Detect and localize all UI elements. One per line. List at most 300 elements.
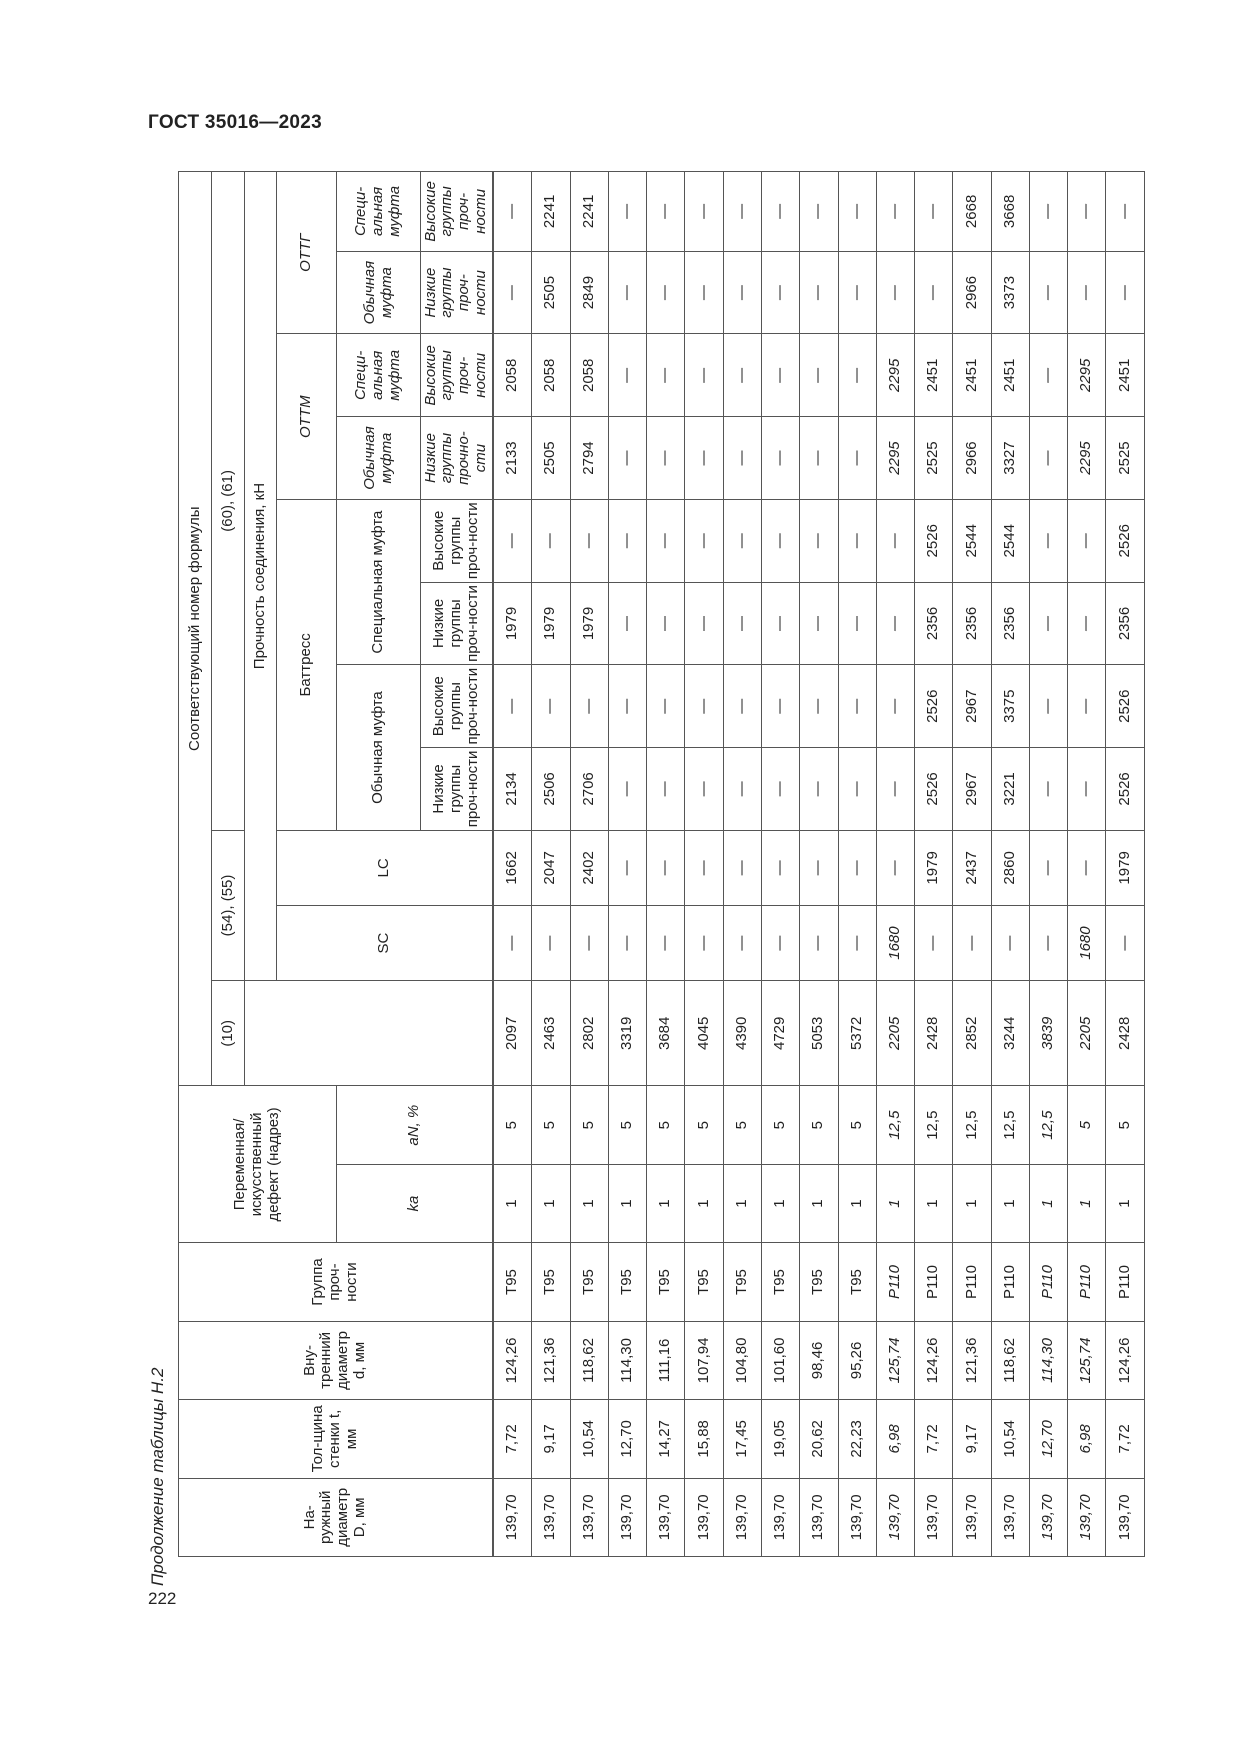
table-cell: — (493, 499, 532, 582)
table-cell: 3327 (991, 417, 1029, 500)
table-cell: 14,27 (647, 1400, 685, 1478)
header-buttress-regular: Обычная муфта (337, 665, 421, 830)
table-cell: 5 (838, 1086, 876, 1164)
table-cell: — (1029, 748, 1067, 831)
table-cell: 10,54 (570, 1400, 608, 1478)
table-cell: 139,70 (1068, 1478, 1106, 1556)
header-defect: Переменная/искусственный дефект (надрез) (179, 1086, 337, 1243)
table-cell: 139,70 (876, 1478, 914, 1556)
table-cell: 12,5 (1029, 1086, 1067, 1164)
table-cell: — (493, 905, 532, 980)
table-cell: 124,26 (1106, 1321, 1145, 1399)
table-cell: — (570, 499, 608, 582)
table-cell: P110 (1106, 1243, 1145, 1321)
table-cell: 3668 (991, 172, 1029, 252)
table-cell: P110 (1068, 1243, 1106, 1321)
table-row (493, 172, 532, 1557)
table-row (800, 172, 838, 1557)
table-cell: — (685, 172, 723, 252)
table-cell: — (761, 172, 799, 252)
table-cell: — (1106, 251, 1145, 334)
table-cell: 3373 (991, 251, 1029, 334)
table-cell: 2437 (953, 830, 991, 905)
table-cell: — (723, 905, 761, 980)
page-number: 222 (148, 1589, 177, 1608)
table-cell: — (876, 251, 914, 334)
table-cell: — (1068, 582, 1106, 665)
table-cell: — (761, 665, 799, 748)
table-cell: 111,16 (647, 1321, 685, 1399)
table-cell: 1979 (532, 582, 570, 665)
header-ottm-special: Специ-альная муфта (337, 334, 421, 417)
header-buttress-special-low: Низкие группы проч-ности (421, 582, 493, 665)
header-formula-54-55: (54), (55) (212, 830, 245, 980)
table-cell: — (800, 334, 838, 417)
table-cell: T95 (685, 1243, 723, 1321)
table-cell: T95 (838, 1243, 876, 1321)
table-cell: 2295 (876, 334, 914, 417)
table-cell: 2058 (532, 334, 570, 417)
table-cell: — (532, 665, 570, 748)
table-cell: — (608, 582, 646, 665)
table-cell: — (647, 251, 685, 334)
table-cell: — (723, 251, 761, 334)
header-buttress-special: Специальная муфта (337, 499, 421, 664)
table-cell: — (1029, 665, 1067, 748)
table-cell: — (647, 830, 685, 905)
table-cell: 5 (800, 1086, 838, 1164)
table-cell: — (876, 499, 914, 582)
table-cell: — (800, 251, 838, 334)
table-cell: 118,62 (570, 1321, 608, 1399)
table-cell: — (532, 499, 570, 582)
header-wall-thickness: Тол-щина стенки t, мм (179, 1400, 493, 1478)
table-cell: 5 (608, 1086, 646, 1164)
table-cell: 12,5 (915, 1086, 953, 1164)
table-cell: — (723, 748, 761, 831)
table-cell: 121,36 (532, 1321, 570, 1399)
table-cell: 2295 (876, 417, 914, 500)
table-cell: 125,74 (876, 1321, 914, 1399)
table-cell: — (647, 334, 685, 417)
table-cell: — (1106, 172, 1145, 252)
table-cell: — (723, 417, 761, 500)
table-cell: — (876, 748, 914, 831)
table-cell: 1 (570, 1164, 608, 1242)
table-cell: 2205 (1068, 981, 1106, 1086)
table-cell: 6,98 (1068, 1400, 1106, 1478)
table-cell: — (991, 905, 1029, 980)
table-cell: 3839 (1029, 981, 1067, 1086)
table-cell: T95 (608, 1243, 646, 1321)
table-cell: 2205 (876, 981, 914, 1086)
table-cell: 2544 (953, 499, 991, 582)
table-row (876, 172, 914, 1557)
table-cell: 2133 (493, 417, 532, 500)
table-cell: 3319 (608, 981, 646, 1086)
table-cell: 139,70 (685, 1478, 723, 1556)
table-cell: 2505 (532, 251, 570, 334)
table-cell: 1680 (876, 905, 914, 980)
table-cell: — (647, 172, 685, 252)
table-cell: T95 (723, 1243, 761, 1321)
table-cell: 114,30 (608, 1321, 646, 1399)
table-cell: — (647, 417, 685, 500)
table-cell: 1 (800, 1164, 838, 1242)
table-cell: 4729 (761, 981, 799, 1086)
table-cell: — (800, 748, 838, 831)
table-cell: 121,36 (953, 1321, 991, 1399)
table-cell: 2356 (991, 582, 1029, 665)
table-cell: 7,72 (493, 1400, 532, 1478)
table-cell: — (723, 582, 761, 665)
table-cell: — (608, 905, 646, 980)
table-cell: 2505 (532, 417, 570, 500)
document-title: ГОСТ 35016—2023 (148, 112, 323, 133)
header-inner-diameter: Вну-тренний диаметр d, мм (179, 1321, 493, 1399)
table-cell: 5 (1068, 1086, 1106, 1164)
table-cell: 5 (685, 1086, 723, 1164)
table-cell: 17,45 (723, 1400, 761, 1478)
header-ka: ka (337, 1164, 493, 1242)
table-cell: 2706 (570, 748, 608, 831)
table-cell: — (761, 417, 799, 500)
table-cell: 2451 (991, 334, 1029, 417)
table-cell: 20,62 (800, 1400, 838, 1478)
table-cell: 5 (647, 1086, 685, 1164)
table-cell: 139,70 (1029, 1478, 1067, 1556)
strength-table (178, 171, 1145, 1557)
table-cell: 2526 (1106, 665, 1145, 748)
table-cell: — (876, 830, 914, 905)
table-cell: 1662 (493, 830, 532, 905)
table-cell: — (1068, 748, 1106, 831)
table-cell: 5 (493, 1086, 532, 1164)
table-cell: — (647, 748, 685, 831)
table-cell: — (800, 499, 838, 582)
table-row (761, 172, 799, 1557)
table-cell: — (761, 905, 799, 980)
table-cell: T95 (761, 1243, 799, 1321)
table-cell: — (723, 830, 761, 905)
table-cell: 2241 (570, 172, 608, 252)
table-cell: — (838, 665, 876, 748)
table-cell: — (685, 582, 723, 665)
table-cell: 124,26 (915, 1321, 953, 1399)
table-cell: — (1029, 499, 1067, 582)
table-cell: P110 (953, 1243, 991, 1321)
table-cell: 3244 (991, 981, 1029, 1086)
table-cell: — (915, 905, 953, 980)
table-cell: 2451 (915, 334, 953, 417)
table-cell: 139,70 (915, 1478, 953, 1556)
table-cell: — (1029, 251, 1067, 334)
table-cell: 107,94 (685, 1321, 723, 1399)
table-cell: 5 (570, 1086, 608, 1164)
table-cell: 2802 (570, 981, 608, 1086)
table-cell: 2295 (1068, 334, 1106, 417)
header-ottg: ОТТГ (277, 172, 337, 334)
table-cell: — (532, 905, 570, 980)
table-cell: 1 (723, 1164, 761, 1242)
table-cell: — (685, 830, 723, 905)
table-cell: 2852 (953, 981, 991, 1086)
table-cell: — (800, 830, 838, 905)
table-cell: 125,74 (1068, 1321, 1106, 1399)
table-cell: — (800, 665, 838, 748)
table-cell: — (838, 172, 876, 252)
table-cell: — (876, 582, 914, 665)
table-cell: 101,60 (761, 1321, 799, 1399)
table-cell: 2967 (953, 665, 991, 748)
table-cell: 3221 (991, 748, 1029, 831)
table-cell: — (608, 251, 646, 334)
table-cell: 6,98 (876, 1400, 914, 1478)
table-cell: 15,88 (685, 1400, 723, 1478)
table-cell: 1979 (493, 582, 532, 665)
table-cell: — (608, 334, 646, 417)
table-cell: — (647, 499, 685, 582)
table-cell: P110 (991, 1243, 1029, 1321)
table-cell: — (1029, 417, 1067, 500)
table-cell: — (608, 830, 646, 905)
table-cell: — (647, 905, 685, 980)
table-cell: — (1106, 905, 1145, 980)
table-cell: — (493, 172, 532, 252)
table-cell: 3684 (647, 981, 685, 1086)
table-row (1029, 172, 1067, 1557)
table-cell: 1 (1068, 1164, 1106, 1242)
table-row (1106, 172, 1145, 1557)
table-cell: 2544 (991, 499, 1029, 582)
table-cell: 139,70 (953, 1478, 991, 1556)
table-cell: 2794 (570, 417, 608, 500)
table-cell: 7,72 (1106, 1400, 1145, 1478)
table-cell: 4045 (685, 981, 723, 1086)
table-cell: — (685, 334, 723, 417)
table-cell: 2451 (953, 334, 991, 417)
table-cell: 2463 (532, 981, 570, 1086)
table-cell: T95 (800, 1243, 838, 1321)
table-row (685, 172, 723, 1557)
header-buttress-regular-low: Низкие группы проч-ности (421, 748, 493, 831)
table-cell: 139,70 (723, 1478, 761, 1556)
table-cell: 139,70 (570, 1478, 608, 1556)
table-cell: — (838, 582, 876, 665)
table-cell: — (685, 748, 723, 831)
table-cell: 139,70 (1106, 1478, 1145, 1556)
table-cell: 1 (838, 1164, 876, 1242)
table-cell: — (1029, 830, 1067, 905)
table-row (608, 172, 646, 1557)
table-cell: 1979 (915, 830, 953, 905)
table-row (915, 172, 953, 1557)
header-ottm-special-high: Высокие группы проч-ности (421, 334, 493, 417)
table-row (532, 172, 570, 1557)
table-cell: — (761, 334, 799, 417)
table-cell: 139,70 (647, 1478, 685, 1556)
table-cell: — (838, 417, 876, 500)
table-cell: — (1029, 172, 1067, 252)
table-cell: — (915, 251, 953, 334)
table-cell: — (723, 499, 761, 582)
table-cell: 2849 (570, 251, 608, 334)
table-cell: 10,54 (991, 1400, 1029, 1478)
table-cell: 2451 (1106, 334, 1145, 417)
table-cell: 1 (1106, 1164, 1145, 1242)
table-cell: — (761, 582, 799, 665)
table-cell: — (800, 582, 838, 665)
header-buttress-special-high: Высокие группы проч-ности (421, 499, 493, 582)
table-cell: — (838, 905, 876, 980)
table-cell: P110 (1029, 1243, 1067, 1321)
table-cell: 2526 (915, 748, 953, 831)
table-cell: — (800, 417, 838, 500)
table-cell: 139,70 (800, 1478, 838, 1556)
table-cell: 2506 (532, 748, 570, 831)
table-cell: 5372 (838, 981, 876, 1086)
header-buttress-regular-high: Высокие группы проч-ности (421, 665, 493, 748)
header-yield (245, 981, 493, 1086)
table-row (723, 172, 761, 1557)
table-cell: — (608, 665, 646, 748)
table-cell: 4390 (723, 981, 761, 1086)
table-cell: — (570, 665, 608, 748)
table-cell: 2241 (532, 172, 570, 252)
table-cell: — (1068, 499, 1106, 582)
table-cell: 2966 (953, 251, 991, 334)
table-cell: — (647, 582, 685, 665)
table-cell: — (838, 830, 876, 905)
table-cell: — (608, 748, 646, 831)
table-cell: T95 (647, 1243, 685, 1321)
header-ottm-regular-low: Низкие группы прочно-сти (421, 417, 493, 500)
table-cell: — (800, 905, 838, 980)
table-cell: 2356 (953, 582, 991, 665)
table-cell: 12,5 (953, 1086, 991, 1164)
table-cell: 3375 (991, 665, 1029, 748)
table-cell: 5 (723, 1086, 761, 1164)
table-cell: 114,30 (1029, 1321, 1067, 1399)
header-ottg-regular: Обычная муфта (337, 251, 421, 334)
table-cell: 2668 (953, 172, 991, 252)
table-cell: — (647, 665, 685, 748)
table-cell: — (915, 172, 953, 252)
table-container (178, 171, 1145, 1557)
table-cell: 5 (532, 1086, 570, 1164)
table-cell: — (608, 417, 646, 500)
table-cell: 1 (991, 1164, 1029, 1242)
table-cell: — (1029, 334, 1067, 417)
table-cell: — (1029, 905, 1067, 980)
table-cell: 139,70 (991, 1478, 1029, 1556)
table-body (493, 172, 1145, 1557)
table-cell: — (723, 665, 761, 748)
table-cell: — (953, 905, 991, 980)
table-cell: 2058 (570, 334, 608, 417)
table-cell: 98,46 (800, 1321, 838, 1399)
table-cell: 19,05 (761, 1400, 799, 1478)
table-cell: 2966 (953, 417, 991, 500)
table-cell: — (608, 499, 646, 582)
table-cell: — (1068, 665, 1106, 748)
table-cell: 7,72 (915, 1400, 953, 1478)
header-formula-number: Соответствующий номер формулы (179, 172, 212, 1086)
table-cell: — (876, 665, 914, 748)
header-connection-strength: Прочность соединения, кН (245, 172, 277, 981)
table-cell: 5 (761, 1086, 799, 1164)
header-strength-grade: Группа проч-ности (179, 1243, 493, 1321)
table-cell: — (570, 905, 608, 980)
table-cell: 95,26 (838, 1321, 876, 1399)
table-cell: P110 (915, 1243, 953, 1321)
table-cell: 2428 (915, 981, 953, 1086)
table-cell: — (761, 748, 799, 831)
table-cell: T95 (493, 1243, 532, 1321)
table-cell: — (685, 251, 723, 334)
header-ottg-special: Специ-альная муфта (337, 172, 421, 252)
header-an: aN, % (337, 1086, 493, 1164)
table-cell: 2526 (915, 665, 953, 748)
table-cell: 2058 (493, 334, 532, 417)
header-ottg-special-high: Высокие группы проч-ности (421, 172, 493, 252)
table-cell: — (685, 417, 723, 500)
table-cell: — (1029, 582, 1067, 665)
table-cell: 2526 (1106, 499, 1145, 582)
table-cell: 5 (1106, 1086, 1145, 1164)
table-cell: 1 (953, 1164, 991, 1242)
table-cell: 2860 (991, 830, 1029, 905)
table-cell: T95 (532, 1243, 570, 1321)
header-ottg-regular-low: Низкие группы проч-ности (421, 251, 493, 334)
table-cell: 1 (1029, 1164, 1067, 1242)
table-cell: 2525 (1106, 417, 1145, 500)
table-cell: 139,70 (608, 1478, 646, 1556)
table-cell: 1 (915, 1164, 953, 1242)
table-cell: 12,5 (876, 1086, 914, 1164)
table-cell: 2097 (493, 981, 532, 1086)
table-cell: — (761, 251, 799, 334)
table-cell: 1 (647, 1164, 685, 1242)
table-cell: 9,17 (532, 1400, 570, 1478)
table-caption: Продолжение таблицы Н.2 (148, 1367, 167, 1586)
table-cell: 5053 (800, 981, 838, 1086)
table-row (991, 172, 1029, 1557)
table-cell: — (838, 334, 876, 417)
table-cell: 12,5 (991, 1086, 1029, 1164)
table-cell: 124,26 (493, 1321, 532, 1399)
table-cell: — (1068, 830, 1106, 905)
table-cell: 1 (876, 1164, 914, 1242)
header-ottm: ОТТМ (277, 334, 337, 499)
table-cell: P110 (876, 1243, 914, 1321)
table-cell: 22,23 (838, 1400, 876, 1478)
table-cell: — (876, 172, 914, 252)
table-cell: 2402 (570, 830, 608, 905)
table-cell: — (761, 830, 799, 905)
table-cell: 2967 (953, 748, 991, 831)
table-cell: 2356 (915, 582, 953, 665)
table-cell: — (685, 905, 723, 980)
table-row (647, 172, 685, 1557)
table-cell: — (838, 251, 876, 334)
table-cell: 2526 (915, 499, 953, 582)
header-formula-10: (10) (212, 981, 245, 1086)
table-cell: — (838, 748, 876, 831)
table-cell: — (685, 665, 723, 748)
table-cell: 1 (685, 1164, 723, 1242)
table-cell: 1 (761, 1164, 799, 1242)
